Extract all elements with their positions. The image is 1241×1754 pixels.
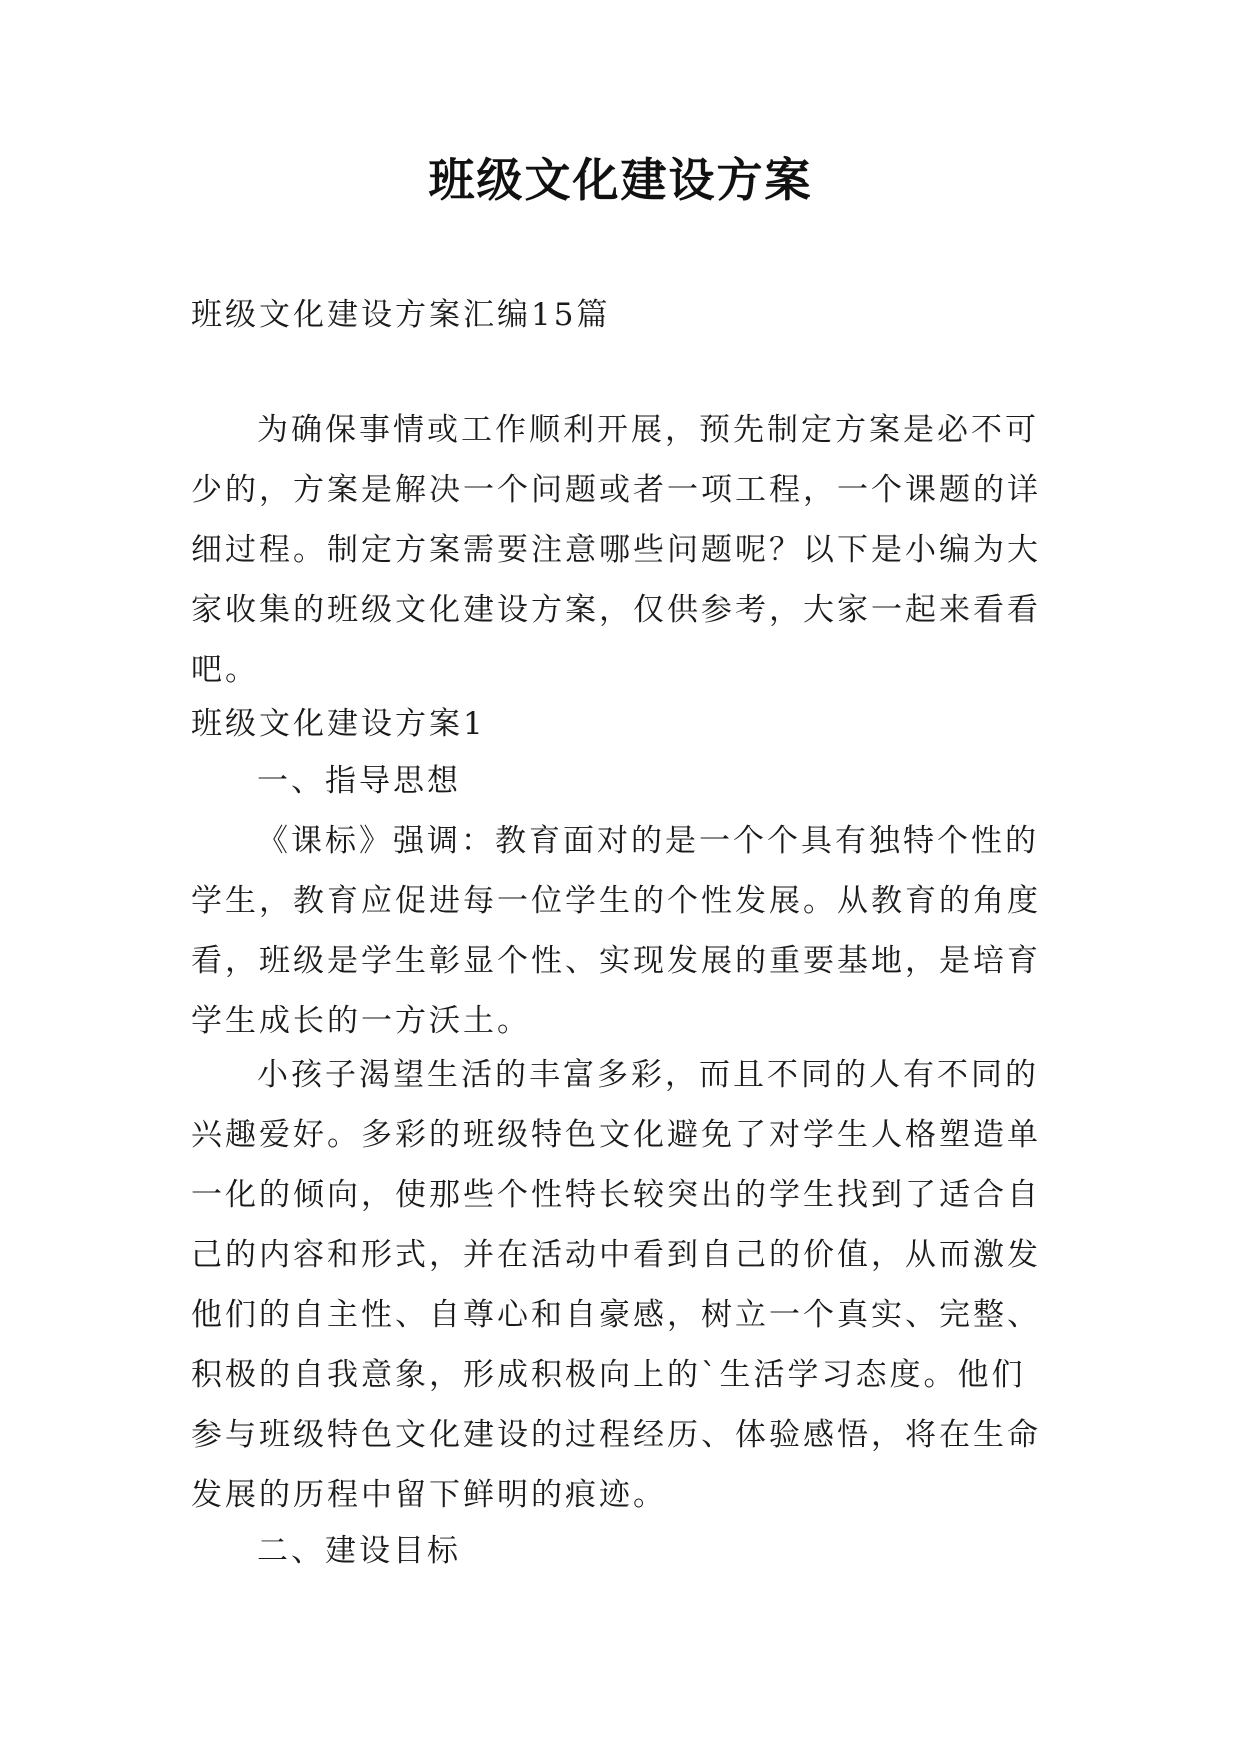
intro-paragraph: 为确保事情或工作顺利开展，预先制定方案是必不可少的，方案是解决一个问题或者一项工程，一个课题的详细过程。制定方案需要注意哪些问题呢？以下是小编为大家收集的班级文化建设方案，仅供参考，大家一起来看看吧。 — [191, 412, 1041, 688]
document-title: 班级文化建设方案 — [428, 153, 813, 207]
section-heading-construction-goals: 二、建设目标 — [257, 1533, 461, 1569]
body-paragraph-1: 《课标》强调：教育面对的是一个个具有独特个性的学生，教育应促进每一位学生的个性发展。从教育的角度看，班级是学生彰显个性、实现发展的重要基地，是培育学生成长的一方沃土。 — [191, 823, 1041, 1039]
section-heading-guiding-ideology: 一、指导思想 — [257, 763, 461, 799]
body-paragraph-2: 小孩子渴望生活的丰富多彩，而且不同的人有不同的兴趣爱好。多彩的班级特色文化避免了对学生人格塑造单一化的倾向，使那些个性特长较突出的学生找到了适合自己的内容和形式，并在活动中看到自己的价值，从而激发他们的自主性、自尊心和自豪感，树立一个真实、完整、积极的自我意象，形成积极向上的`生活学习态度。他们参与班级特色文化建设的过程经历、体验感悟，将在生命发展的历程中留下鲜明的痕迹。 — [191, 1057, 1041, 1513]
document-subtitle: 班级文化建设方案汇编15篇 — [191, 297, 611, 333]
section-title: 班级文化建设方案1 — [191, 706, 486, 742]
